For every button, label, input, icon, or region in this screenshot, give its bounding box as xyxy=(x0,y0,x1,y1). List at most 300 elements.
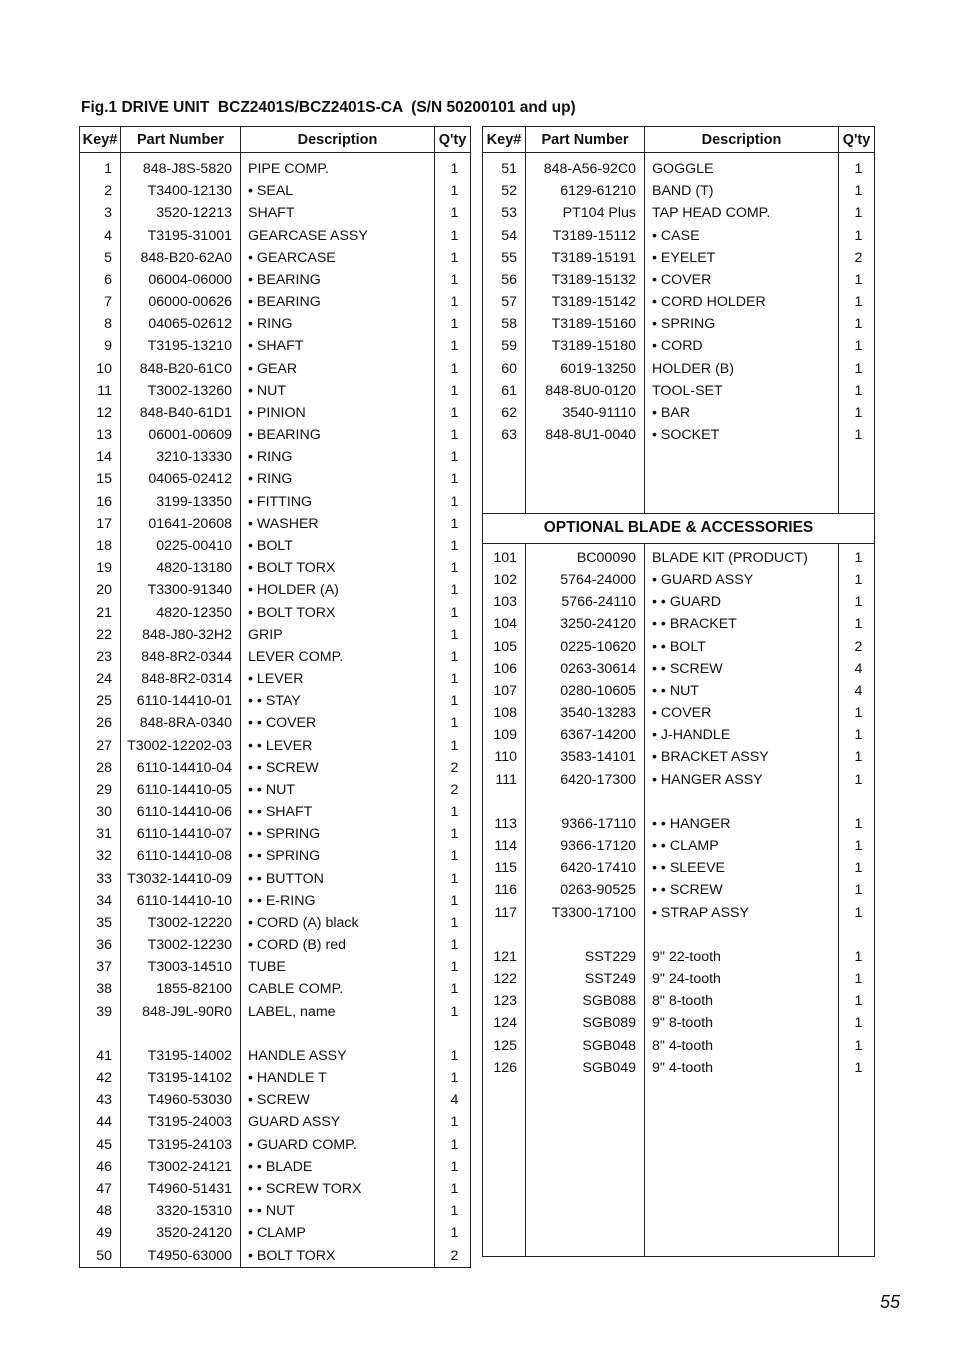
key-cell: 3 xyxy=(80,202,121,224)
description-cell: • • CLAMP xyxy=(645,835,839,857)
key-cell: 125 xyxy=(483,1035,526,1057)
description-cell: • • NUT xyxy=(241,1200,435,1222)
table-row xyxy=(483,813,875,835)
qty-cell: 1 xyxy=(435,1001,471,1023)
page-number: 55 xyxy=(880,1292,901,1312)
table-row xyxy=(483,857,875,879)
part-number-cell: T3300-17100 xyxy=(526,902,645,924)
key-cell: 116 xyxy=(483,879,526,901)
description-cell: • LEVER xyxy=(241,668,435,690)
qty-cell: 1 xyxy=(435,734,471,756)
table-row xyxy=(80,1001,471,1023)
table-row xyxy=(483,702,875,724)
description-cell: • • BLADE xyxy=(241,1156,435,1178)
part-number-cell: 0263-30614 xyxy=(526,658,645,680)
part-number-cell: T4960-53030 xyxy=(121,1089,241,1111)
description-cell: LABEL, name xyxy=(241,1001,435,1023)
description-cell: • RING xyxy=(241,468,435,490)
qty-cell: 1 xyxy=(435,668,471,690)
description-cell: 9" 24-tooth xyxy=(645,968,839,990)
part-number-cell: 4820-12350 xyxy=(121,601,241,623)
key-cell: 14 xyxy=(80,446,121,468)
qty-cell: 1 xyxy=(839,968,875,990)
description-cell: • GUARD ASSY xyxy=(645,569,839,591)
table-row xyxy=(80,779,471,801)
qty-cell: 1 xyxy=(435,690,471,712)
part-number-cell: 3583-14101 xyxy=(526,746,645,768)
qty-cell xyxy=(839,1168,875,1190)
table-row xyxy=(483,446,875,468)
qty-cell: 1 xyxy=(435,402,471,424)
part-number-cell: 6420-17410 xyxy=(526,857,645,879)
qty-cell: 1 xyxy=(839,1057,875,1079)
table-row xyxy=(80,624,471,646)
key-cell: 62 xyxy=(483,402,526,424)
description-cell: BAND (T) xyxy=(645,180,839,202)
qty-cell: 1 xyxy=(839,547,875,569)
key-cell: 36 xyxy=(80,934,121,956)
table-row xyxy=(80,1111,471,1133)
key-cell: 24 xyxy=(80,668,121,690)
key-cell: 59 xyxy=(483,335,526,357)
key-cell: 32 xyxy=(80,845,121,867)
key-cell xyxy=(483,1123,526,1145)
part-number-cell xyxy=(526,1190,645,1212)
key-cell xyxy=(483,468,526,490)
table-row xyxy=(80,1156,471,1178)
key-cell: 110 xyxy=(483,746,526,768)
description-cell: BLADE KIT (PRODUCT) xyxy=(645,547,839,569)
description-cell: • • SPRING xyxy=(241,845,435,867)
part-number-cell: 3520-12213 xyxy=(121,202,241,224)
key-cell: 2 xyxy=(80,180,121,202)
qty-cell: 2 xyxy=(839,635,875,657)
part-number-cell xyxy=(526,468,645,490)
qty-cell xyxy=(839,1101,875,1123)
part-number-cell: 848-B20-62A0 xyxy=(121,247,241,269)
qty-cell xyxy=(839,1145,875,1167)
header-description: Description xyxy=(645,127,839,153)
part-number-cell: 848-8U1-0040 xyxy=(526,424,645,446)
part-number-cell: 06004-06000 xyxy=(121,269,241,291)
description-cell: • • SPRING xyxy=(241,823,435,845)
table-row xyxy=(80,734,471,756)
description-cell: • STRAP ASSY xyxy=(645,902,839,924)
qty-cell: 1 xyxy=(435,601,471,623)
key-cell: 102 xyxy=(483,569,526,591)
part-number-cell: 3199-13350 xyxy=(121,491,241,513)
table-row xyxy=(80,1178,471,1200)
part-number-cell: 5764-24000 xyxy=(526,569,645,591)
description-cell: • BOLT TORX xyxy=(241,557,435,579)
key-cell: 57 xyxy=(483,291,526,313)
qty-cell: 1 xyxy=(839,902,875,924)
key-cell: 121 xyxy=(483,946,526,968)
description-cell: • • SCREW xyxy=(241,757,435,779)
qty-cell: 1 xyxy=(839,202,875,224)
description-cell: • • BOLT xyxy=(645,635,839,657)
table-row xyxy=(483,835,875,857)
table-row xyxy=(80,1244,471,1267)
description-cell: TOOL-SET xyxy=(645,380,839,402)
key-cell: 22 xyxy=(80,624,121,646)
header-key: Key# xyxy=(483,127,526,153)
description-cell: • CORD (B) red xyxy=(241,934,435,956)
key-cell: 43 xyxy=(80,1089,121,1111)
key-cell: 105 xyxy=(483,635,526,657)
key-cell: 52 xyxy=(483,180,526,202)
qty-cell xyxy=(839,446,875,468)
table-row xyxy=(483,424,875,446)
key-cell: 63 xyxy=(483,424,526,446)
description-cell: HANDLE ASSY xyxy=(241,1045,435,1067)
table-header-row xyxy=(483,127,875,153)
description-cell: • HANGER ASSY xyxy=(645,768,839,790)
section-title: OPTIONAL BLADE & ACCESSORIES xyxy=(483,513,875,543)
table-row xyxy=(80,601,471,623)
qty-cell: 1 xyxy=(435,1045,471,1067)
qty-cell: 1 xyxy=(435,380,471,402)
key-cell: 9 xyxy=(80,335,121,357)
table-row xyxy=(483,990,875,1012)
key-cell: 47 xyxy=(80,1178,121,1200)
key-cell xyxy=(483,1234,526,1257)
part-number-cell: T3002-12202-03 xyxy=(121,734,241,756)
table-row xyxy=(80,668,471,690)
table-row xyxy=(80,845,471,867)
key-cell: 126 xyxy=(483,1057,526,1079)
table-row xyxy=(80,956,471,978)
qty-cell: 1 xyxy=(839,768,875,790)
description-cell: • CLAMP xyxy=(241,1222,435,1244)
qty-cell: 1 xyxy=(435,225,471,247)
part-number-cell: 6110-14410-01 xyxy=(121,690,241,712)
table-row xyxy=(483,313,875,335)
qty-cell: 1 xyxy=(435,202,471,224)
qty-cell: 1 xyxy=(839,946,875,968)
key-cell: 50 xyxy=(80,1244,121,1267)
qty-cell: 2 xyxy=(435,779,471,801)
figure-title: Fig.1 DRIVE UNIT BCZ2401S/BCZ2401S-CA (S/N 50200101 and up) xyxy=(81,99,576,116)
part-number-cell: 848-8RA-0340 xyxy=(121,712,241,734)
table-row xyxy=(483,613,875,635)
header-part-number: Part Number xyxy=(121,127,241,153)
key-cell: 7 xyxy=(80,291,121,313)
qty-cell: 1 xyxy=(435,1111,471,1133)
qty-cell: 1 xyxy=(435,247,471,269)
table-row xyxy=(483,946,875,968)
key-cell: 49 xyxy=(80,1222,121,1244)
description-cell: • • SCREW TORX xyxy=(241,1178,435,1200)
part-number-cell: 0225-00410 xyxy=(121,535,241,557)
description-cell: GRIP xyxy=(241,624,435,646)
qty-cell: 1 xyxy=(435,269,471,291)
key-cell: 12 xyxy=(80,402,121,424)
table-row xyxy=(80,513,471,535)
header-description: Description xyxy=(241,127,435,153)
table-row xyxy=(80,1200,471,1222)
part-number-cell: T3195-14102 xyxy=(121,1067,241,1089)
key-cell: 61 xyxy=(483,380,526,402)
key-cell: 10 xyxy=(80,358,121,380)
table-row xyxy=(80,225,471,247)
qty-cell: 1 xyxy=(839,746,875,768)
key-cell: 122 xyxy=(483,968,526,990)
qty-cell: 1 xyxy=(435,158,471,180)
qty-cell: 1 xyxy=(839,591,875,613)
parts-table-right-body xyxy=(483,153,875,514)
part-number-cell xyxy=(526,1168,645,1190)
key-cell: 117 xyxy=(483,902,526,924)
part-number-cell: 0263-90525 xyxy=(526,879,645,901)
qty-cell xyxy=(839,1212,875,1234)
table-row xyxy=(483,902,875,924)
qty-cell: 1 xyxy=(435,801,471,823)
table-row xyxy=(80,1023,471,1045)
qty-cell: 1 xyxy=(435,1200,471,1222)
part-number-cell: 3520-24120 xyxy=(121,1222,241,1244)
table-row xyxy=(483,924,875,946)
qty-cell: 1 xyxy=(435,446,471,468)
part-number-cell: 6019-13250 xyxy=(526,358,645,380)
description-cell: • SCREW xyxy=(241,1089,435,1111)
qty-cell: 1 xyxy=(839,879,875,901)
qty-cell: 1 xyxy=(839,1035,875,1057)
table-row xyxy=(80,335,471,357)
description-cell xyxy=(645,1212,839,1234)
description-cell: • CORD (A) black xyxy=(241,912,435,934)
description-cell: 8" 4-tooth xyxy=(645,1035,839,1057)
header-part-number: Part Number xyxy=(526,127,645,153)
part-number-cell xyxy=(526,791,645,813)
part-number-cell: 06000-00626 xyxy=(121,291,241,313)
table-row xyxy=(80,491,471,513)
part-number-cell: SST229 xyxy=(526,946,645,968)
table-row xyxy=(483,569,875,591)
table-row xyxy=(80,468,471,490)
description-cell: • FITTING xyxy=(241,491,435,513)
qty-cell: 4 xyxy=(435,1089,471,1111)
table-row xyxy=(80,446,471,468)
description-cell: • WASHER xyxy=(241,513,435,535)
description-cell: • • LEVER xyxy=(241,734,435,756)
qty-cell: 1 xyxy=(839,702,875,724)
qty-cell: 1 xyxy=(435,823,471,845)
part-number-cell: SGB049 xyxy=(526,1057,645,1079)
description-cell: • • NUT xyxy=(645,680,839,702)
table-row xyxy=(80,269,471,291)
description-cell xyxy=(645,791,839,813)
table-row xyxy=(483,724,875,746)
table-row xyxy=(80,380,471,402)
description-cell: GUARD ASSY xyxy=(241,1111,435,1133)
table-row xyxy=(483,269,875,291)
qty-cell: 1 xyxy=(839,291,875,313)
key-cell xyxy=(483,1079,526,1101)
key-cell: 53 xyxy=(483,202,526,224)
qty-cell: 1 xyxy=(435,313,471,335)
description-cell: • BOLT TORX xyxy=(241,601,435,623)
key-cell xyxy=(483,791,526,813)
part-number-cell: 3250-24120 xyxy=(526,613,645,635)
table-row xyxy=(483,1057,875,1079)
qty-cell: 1 xyxy=(435,956,471,978)
qty-cell: 1 xyxy=(839,313,875,335)
description-cell xyxy=(645,1190,839,1212)
qty-cell: 1 xyxy=(839,857,875,879)
description-cell: • SOCKET xyxy=(645,424,839,446)
description-cell: • PINION xyxy=(241,402,435,424)
table-row xyxy=(80,291,471,313)
part-number-cell: T3195-14002 xyxy=(121,1045,241,1067)
table-row xyxy=(483,158,875,180)
part-number-cell: 848-A56-92C0 xyxy=(526,158,645,180)
part-number-cell: SST249 xyxy=(526,968,645,990)
table-row xyxy=(483,380,875,402)
key-cell xyxy=(483,1145,526,1167)
key-cell: 33 xyxy=(80,868,121,890)
key-cell: 51 xyxy=(483,158,526,180)
key-cell: 60 xyxy=(483,358,526,380)
description-cell: 9" 8-tooth xyxy=(645,1012,839,1034)
qty-cell xyxy=(839,468,875,490)
key-cell: 114 xyxy=(483,835,526,857)
key-cell: 21 xyxy=(80,601,121,623)
key-cell xyxy=(483,446,526,468)
description-cell xyxy=(645,1079,839,1101)
key-cell: 29 xyxy=(80,779,121,801)
qty-cell xyxy=(839,1190,875,1212)
qty-cell: 1 xyxy=(839,724,875,746)
key-cell xyxy=(80,1023,121,1045)
qty-cell: 1 xyxy=(839,569,875,591)
key-cell: 34 xyxy=(80,890,121,912)
qty-cell: 1 xyxy=(435,712,471,734)
qty-cell: 1 xyxy=(435,934,471,956)
qty-cell: 1 xyxy=(839,835,875,857)
table-row xyxy=(80,1134,471,1156)
description-cell xyxy=(241,1023,435,1045)
description-cell xyxy=(645,1168,839,1190)
description-cell: SHAFT xyxy=(241,202,435,224)
description-cell: • • BRACKET xyxy=(645,613,839,635)
table-row xyxy=(483,547,875,569)
key-cell: 17 xyxy=(80,513,121,535)
description-cell: • COVER xyxy=(645,269,839,291)
table-row xyxy=(80,978,471,1000)
key-cell: 23 xyxy=(80,646,121,668)
qty-cell: 1 xyxy=(435,890,471,912)
optional-section xyxy=(483,513,875,547)
key-cell: 31 xyxy=(80,823,121,845)
key-cell xyxy=(483,1212,526,1234)
part-number-cell xyxy=(526,1123,645,1145)
key-cell: 27 xyxy=(80,734,121,756)
key-cell: 58 xyxy=(483,313,526,335)
table-row xyxy=(483,1190,875,1212)
description-cell: • RING xyxy=(241,313,435,335)
description-cell: • CORD HOLDER xyxy=(645,291,839,313)
part-number-cell: 0280-10605 xyxy=(526,680,645,702)
table-row xyxy=(80,1067,471,1089)
table-row xyxy=(483,680,875,702)
part-number-cell: T3195-31001 xyxy=(121,225,241,247)
part-number-cell: T3189-15160 xyxy=(526,313,645,335)
description-cell xyxy=(645,1234,839,1257)
part-number-cell: 04065-02612 xyxy=(121,313,241,335)
part-number-cell: 5766-24110 xyxy=(526,591,645,613)
key-cell: 115 xyxy=(483,857,526,879)
description-cell xyxy=(645,446,839,468)
key-cell: 13 xyxy=(80,424,121,446)
description-cell: • SHAFT xyxy=(241,335,435,357)
description-cell xyxy=(645,1101,839,1123)
qty-cell: 1 xyxy=(839,180,875,202)
qty-cell: 1 xyxy=(839,225,875,247)
part-number-cell: PT104 Plus xyxy=(526,202,645,224)
key-cell: 104 xyxy=(483,613,526,635)
key-cell: 4 xyxy=(80,225,121,247)
qty-cell: 1 xyxy=(435,424,471,446)
table-row xyxy=(483,358,875,380)
table-header-row xyxy=(80,127,471,153)
qty-cell: 1 xyxy=(839,990,875,1012)
table-row xyxy=(483,635,875,657)
table-row xyxy=(483,291,875,313)
table-row xyxy=(80,313,471,335)
description-cell: • SEAL xyxy=(241,180,435,202)
key-cell: 37 xyxy=(80,956,121,978)
qty-cell xyxy=(839,1234,875,1257)
key-cell: 46 xyxy=(80,1156,121,1178)
part-number-cell xyxy=(526,924,645,946)
description-cell: • BOLT TORX xyxy=(241,1244,435,1267)
part-number-cell xyxy=(526,491,645,514)
description-cell: • BOLT xyxy=(241,535,435,557)
key-cell xyxy=(483,1168,526,1190)
part-number-cell: 6110-14410-04 xyxy=(121,757,241,779)
qty-cell: 1 xyxy=(839,402,875,424)
part-number-cell: 0225-10620 xyxy=(526,635,645,657)
qty-cell: 1 xyxy=(435,491,471,513)
table-row xyxy=(483,180,875,202)
table-row xyxy=(80,158,471,180)
description-cell: GOGGLE xyxy=(645,158,839,180)
part-number-cell: T3003-14510 xyxy=(121,956,241,978)
key-cell: 38 xyxy=(80,978,121,1000)
table-row xyxy=(483,968,875,990)
qty-cell: 1 xyxy=(839,1012,875,1034)
qty-cell: 1 xyxy=(435,513,471,535)
part-number-cell: 3210-13330 xyxy=(121,446,241,468)
description-cell: • RING xyxy=(241,446,435,468)
part-number-cell: 3540-91110 xyxy=(526,402,645,424)
part-number-cell: 6420-17300 xyxy=(526,768,645,790)
part-number-cell: 6110-14410-08 xyxy=(121,845,241,867)
header-key: Key# xyxy=(80,127,121,153)
qty-cell: 2 xyxy=(435,757,471,779)
description-cell xyxy=(645,468,839,490)
key-cell: 25 xyxy=(80,690,121,712)
qty-cell xyxy=(839,1079,875,1101)
key-cell: 109 xyxy=(483,724,526,746)
table-row xyxy=(483,768,875,790)
description-cell: • • COVER xyxy=(241,712,435,734)
key-cell: 20 xyxy=(80,579,121,601)
description-cell: • • SLEEVE xyxy=(645,857,839,879)
part-number-cell: 848-J8S-5820 xyxy=(121,158,241,180)
qty-cell: 1 xyxy=(435,845,471,867)
